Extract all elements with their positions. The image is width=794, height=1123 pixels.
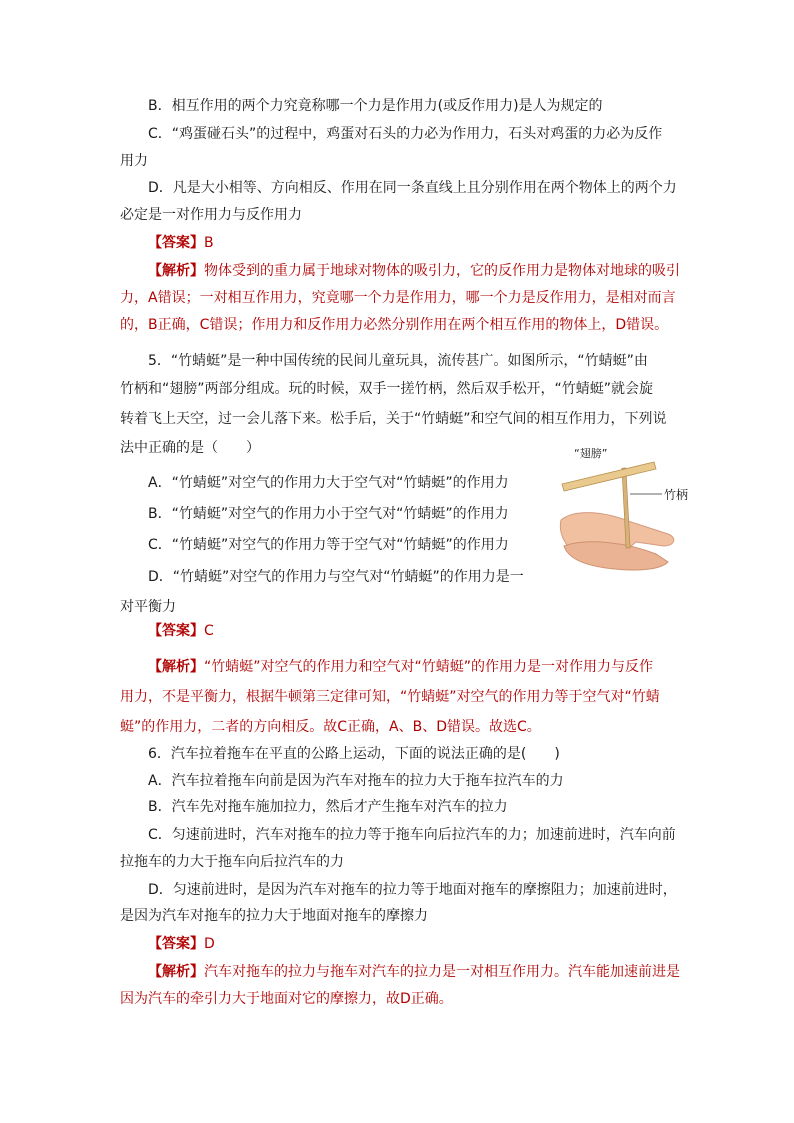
q4-analysis-line1: 【解析】物体受到的重力属于地球对物体的吸引力，它的反作用力是物体对地球的吸引 — [148, 263, 680, 279]
q6-option-d-line1: D．匀速前进时，是因为汽车对拖车的拉力等于地面对拖车的摩擦阻力；加速前进时， — [148, 882, 677, 898]
q5-analysis-line1: 【解析】“竹蜻蜓”对空气的作用力和空气对“竹蜻蜓”的作用力是一对作用力与反作 — [148, 659, 654, 675]
q4-option-d-line2: 必定是一对作用力与反作用力 — [120, 207, 302, 223]
answer-tag: 【答案】 — [148, 936, 204, 952]
q4-option-d-line1: D．凡是大小相等、方向相反、作用在同一条直线上且分别作用在两个物体上的两个力 — [148, 180, 677, 196]
q4-option-b: B．相互作用的两个力究竟称哪一个力是作用力(或反作用力)是人为规定的 — [148, 98, 603, 114]
q5-option-a: A．“竹蜻蜓”对空气的作用力大于空气对“竹蜻蜓”的作用力 — [148, 475, 509, 491]
q6-option-c-line2: 拉拖车的力大于拖车向后拉汽车的力 — [120, 854, 344, 870]
q4-analysis-line3: 的，B正确，C错误；作用力和反作用力必然分别作用在两个相互作用的物体上，D错误。 — [120, 317, 669, 333]
q5-stem-line2: 竹柄和“翅膀”两部分组成。玩的时候，双手一搓竹柄，然后双手松开，“竹蜻蜓”就会旋 — [120, 381, 654, 397]
answer-value: C — [204, 623, 214, 639]
q5-option-d-line2: 对平衡力 — [120, 599, 176, 615]
q4-option-c-line2: 用力 — [120, 153, 148, 169]
q4-option-c-line1: C．“鸡蛋碰石头”的过程中，鸡蛋对石头的力必为作用力，石头对鸡蛋的力必为反作 — [148, 126, 663, 142]
wing-label: “翅膀” — [574, 447, 608, 460]
q4-analysis-line2: 力，A错误；一对相互作用力，究竟哪一个力是作用力，哪一个力是反作用力，是相对而言 — [120, 290, 676, 306]
q6-analysis-line1: 【解析】汽车对拖车的拉力与拖车对汽车的拉力是一对相互作用力。汽车能加速前进是 — [148, 964, 680, 980]
q4-answer — [148, 233, 708, 253]
q5-option-b: B．“竹蜻蜓”对空气的作用力小于空气对“竹蜻蜓”的作用力 — [148, 506, 509, 522]
q6-answer — [148, 934, 708, 954]
bamboo-dragonfly-figure — [556, 442, 706, 574]
q5-stem-line1: 5．“竹蜻蜓”是一种中国传统的民间儿童玩具，流传甚广。如图所示，“竹蜻蜓”由 — [148, 353, 648, 369]
q5-option-c: C．“竹蜻蜓”对空气的作用力等于空气对“竹蜻蜓”的作用力 — [148, 537, 509, 553]
answer-value: B — [204, 235, 214, 251]
q6-option-a: A．汽车拉着拖车向前是因为汽车对拖车的拉力大于拖车拉汽车的力 — [148, 773, 564, 789]
analysis-tag: 【解析】 — [148, 263, 204, 279]
answer-value: D — [204, 936, 215, 952]
q6-stem: 6．汽车拉着拖车在平直的公路上运动，下面的说法正确的是( ) — [148, 746, 560, 762]
answer-tag: 【答案】 — [148, 623, 204, 639]
q6-option-d-line2: 是因为汽车对拖车的拉力大于地面对拖车的摩擦力 — [120, 908, 428, 924]
q6-analysis-line2: 因为汽车的牵引力大于地面对它的摩擦力，故D正确。 — [120, 991, 453, 1007]
q6-option-c-line1: C．匀速前进时，汽车对拖车的拉力等于拖车向后拉汽车的力；加速前进时，汽车向前 — [148, 827, 676, 843]
answer-tag: 【答案】 — [148, 235, 204, 251]
q5-stem-line4: 法中正确的是（ ） — [120, 440, 260, 456]
handle-label: 竹柄 — [664, 488, 689, 502]
analysis-tag: 【解析】 — [148, 964, 204, 980]
q5-answer — [148, 621, 708, 641]
q5-analysis-line2: 用力，不是平衡力，根据牛顿第三定律可知，“竹蜻蜓”对空气的作用力等于空气对“竹蜻 — [120, 689, 660, 705]
q5-option-d-line1: D．“竹蜻蜓”对空气的作用力与空气对“竹蜻蜓”的作用力是一 — [148, 569, 524, 585]
bamboo-wing — [562, 462, 656, 491]
q5-analysis-line3: 蜓”的作用力，二者的方向相反。故C正确，A、B、D错误。故选C。 — [120, 719, 541, 735]
hand-shape — [564, 542, 668, 570]
q5-stem-line3: 转着飞上天空，过一会儿落下来。松手后，关于“竹蜻蜓”和空气间的相互作用力，下列说 — [120, 411, 667, 427]
q6-option-b: B．汽车先对拖车施加拉力，然后才产生拖车对汽车的拉力 — [148, 799, 508, 815]
analysis-tag: 【解析】 — [148, 659, 204, 675]
